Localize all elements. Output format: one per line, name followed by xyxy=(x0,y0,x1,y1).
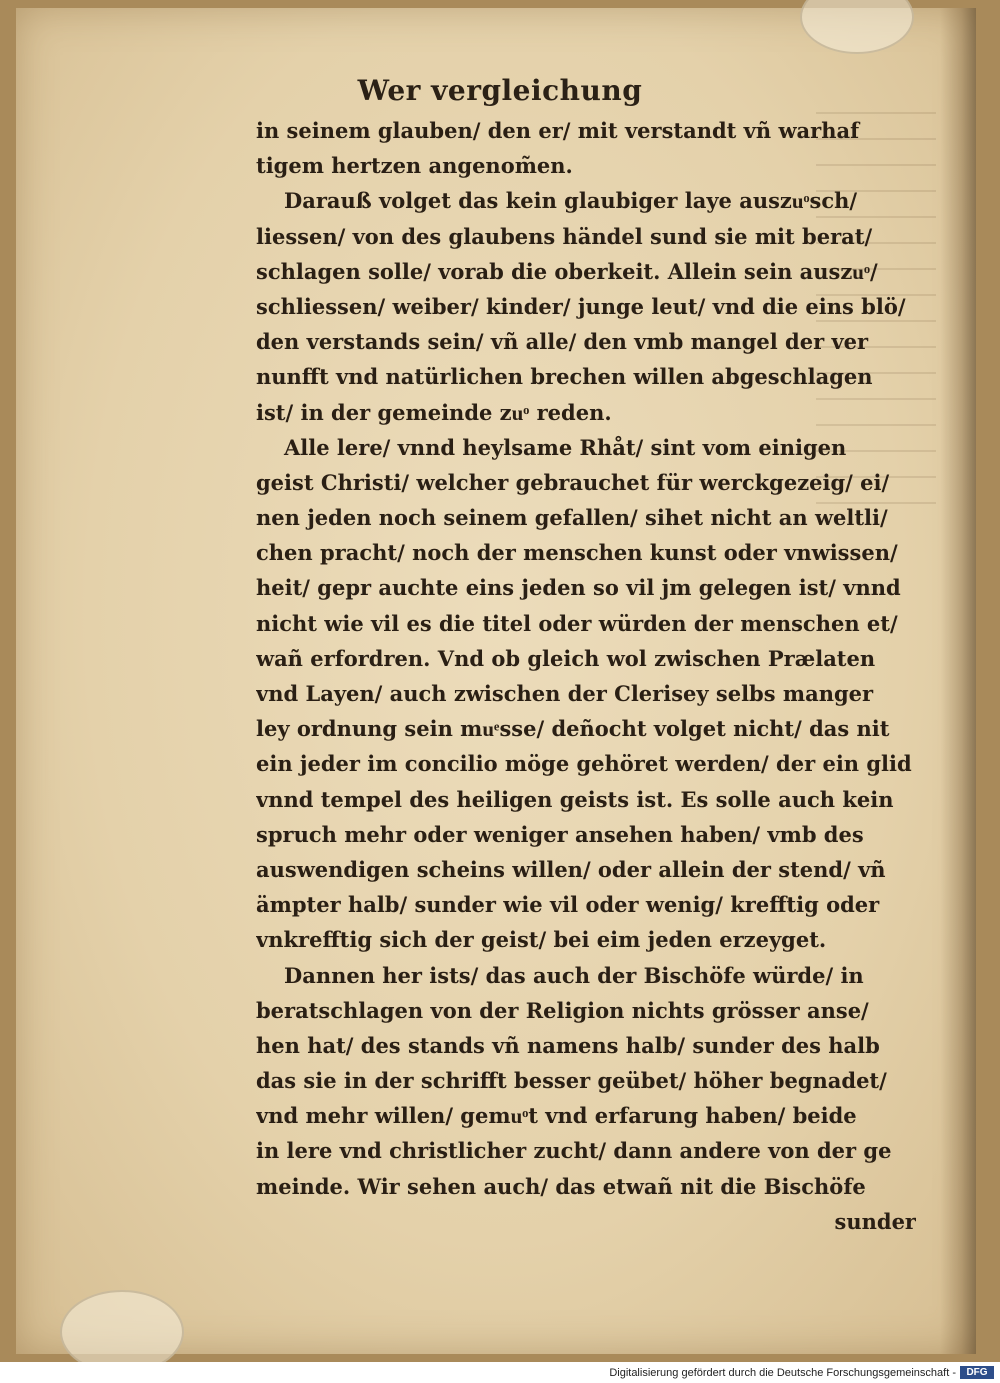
page-gutter-shadow xyxy=(940,8,976,1354)
text-line: wañ erfordren. Vnd ob gleich wol zwischen Prælaten xyxy=(256,645,876,671)
text-line: auswendigen scheins willen/ oder allein der stend/ vñ xyxy=(256,856,886,882)
text-line: Alle lere/ vnnd heylsame Rhåt/ sint vom einigen xyxy=(284,434,847,460)
text-line: vnd mehr willen/ gemuͦt vnd erfarung haben/ beide xyxy=(256,1103,857,1129)
text-line: Darauß volget das kein glaubiger laye auszuͦsch/ xyxy=(284,188,858,214)
text-line: nicht wie vil es die titel oder würden der menschen et/ xyxy=(256,610,898,636)
catchword: sunder xyxy=(834,1208,916,1234)
text-line: tigem hertzen angenom̃en. xyxy=(256,153,573,179)
text-line: meinde. Wir sehen auch/ das etwañ nit die Bischöfe xyxy=(256,1173,866,1199)
text-line: geist Christi/ welcher gebrauchet für werckgezeig/ ei/ xyxy=(256,469,890,495)
text-line: ein jeder im concilio möge gehöret werden/ der ein glid xyxy=(256,751,912,777)
text-line: ist/ in der gemeinde zuͦ reden. xyxy=(256,399,612,425)
text-line: in lere vnd christlicher zucht/ dann andere von der ge xyxy=(256,1138,892,1164)
text-block xyxy=(256,113,916,1239)
text-line: Dannen her ists/ das auch der Bischöfe würde/ in xyxy=(284,962,864,988)
text-line: spruch mehr oder weniger ansehen haben/ vmb des xyxy=(256,821,864,847)
text-line: vnd Layen/ auch zwischen der Clerisey selbs manger xyxy=(256,681,874,706)
running-head: Wer vergleichung xyxy=(357,74,643,107)
text-line: chen pracht/ noch der menschen kunst oder vnwissen/ xyxy=(256,540,898,566)
text-line: nunfft vnd natürlichen brechen willen abgeschlagen xyxy=(256,364,873,390)
text-line: heit/ gepr auchte eins jeden so vil jm gelegen ist/ vnnd xyxy=(256,575,901,601)
text-line: vnkrefftig sich der geist/ bei eim jeden erzeyget. xyxy=(256,927,827,953)
text-line: beratschlagen von der Religion nichts grösser anse/ xyxy=(256,997,869,1023)
text-line: nen jeden noch seinem gefallen/ sihet nicht an weltli/ xyxy=(256,505,888,531)
text-line: das sie in der schrifft besser geübet/ höher begnadet/ xyxy=(256,1068,887,1094)
text-line: schliessen/ weiber/ kinder/ junge leut/ vnd die eins blö/ xyxy=(256,293,906,319)
dfg-logo: DFG xyxy=(960,1366,994,1379)
text-line: den verstands sein/ vñ alle/ den vmb mangel der ver xyxy=(256,329,869,355)
text-line: ämpter halb/ sunder wie vil oder wenig/ krefftig oder xyxy=(256,892,880,918)
text-line: schlagen solle/ vorab die oberkeit. Allein sein auszuͦ/ xyxy=(256,258,878,284)
text-line: ley ordnung sein muͤsse/ deñocht volget nicht/ das nit xyxy=(256,716,890,742)
text-line: in seinem glauben/ den er/ mit verstandt vñ warhaf xyxy=(256,118,860,143)
funding-credit: Digitalisierung gefördert durch die Deutsche Forschungsgemeinschaft - xyxy=(609,1367,956,1379)
text-line: liessen/ von des glaubens händel sund sie mit berat/ xyxy=(256,223,873,249)
text-line: hen hat/ des stands vñ namens halb/ sunder des halb xyxy=(256,1032,880,1058)
text-line: vnnd tempel des heiligen geists ist. Es solle auch kein xyxy=(256,786,894,812)
